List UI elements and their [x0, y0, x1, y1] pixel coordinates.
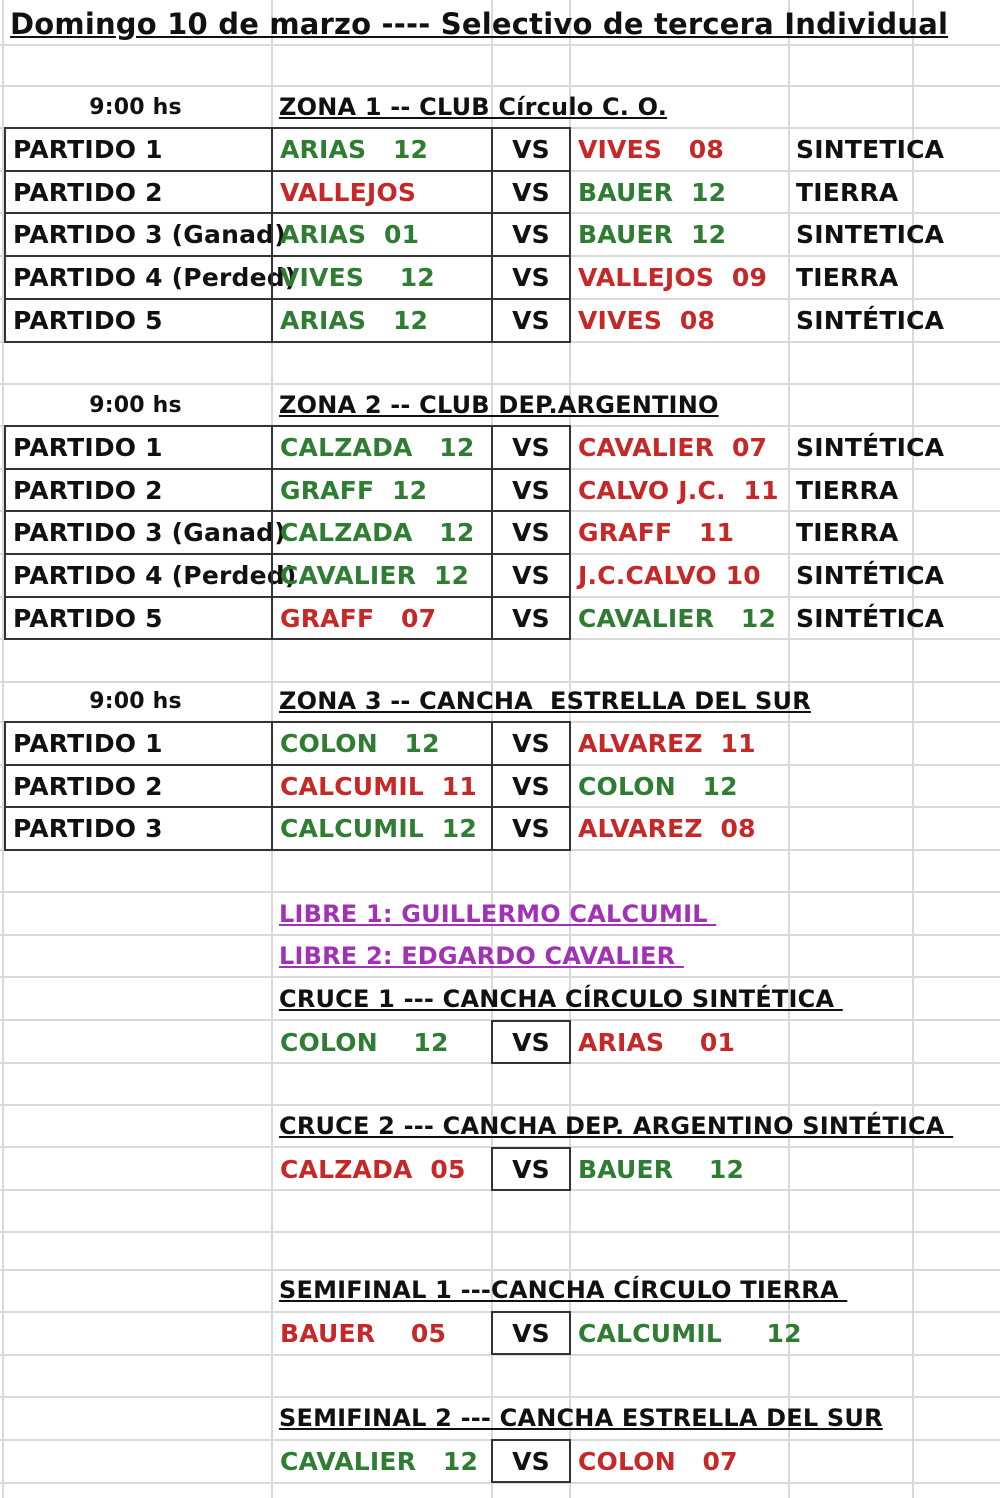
zone-2-match-4-label: PARTIDO 4 (Perded) [4, 553, 273, 598]
cruce-1-vs: VS [491, 1020, 571, 1064]
zone-2-match-3-label: PARTIDO 3 (Ganad) [4, 510, 273, 555]
libre-1: LIBRE 1: GUILLERMO CALCUMIL [279, 900, 717, 928]
semifinal-2-player-1: CAVALIER 12 [280, 1446, 479, 1476]
zone-3-header: ZONA 3 -- CANCHA ESTRELLA DEL SUR [279, 687, 811, 715]
zone-1-match-2-surface: TIERRA [796, 177, 899, 207]
zone-3-match-1-player-1: COLON 12 [271, 721, 493, 766]
cruce-1-header: CRUCE 1 --- CANCHA CÍRCULO SINTÉTICA [279, 985, 843, 1013]
zone-1-match-2-label: PARTIDO 2 [4, 170, 273, 214]
zone-1-match-3-player-2: BAUER 12 [578, 220, 727, 249]
zone-3-match-1-vs: VS [491, 721, 571, 766]
zone-2-match-2-surface: TIERRA [796, 475, 899, 505]
zone-1-match-2-player-2: BAUER 12 [578, 177, 727, 207]
cruce-2-player-2: BAUER 12 [578, 1154, 745, 1184]
zone-1-match-4-player-2: VALLEJOS 09 [578, 263, 768, 292]
grid-line [0, 44, 1000, 46]
zone-1-match-5-surface: SINTÉTICA [796, 306, 945, 335]
zone-1-match-4-vs: VS [491, 255, 571, 300]
zone-1-match-4-label: PARTIDO 4 (Perded) [4, 255, 273, 300]
zone-3-match-3-player-2: ALVAREZ 08 [578, 814, 756, 843]
zone-3-match-1-player-2: ALVAREZ 11 [578, 729, 756, 758]
zone-1-match-3-label: PARTIDO 3 (Ganad) [4, 212, 273, 257]
zone-2-match-2-label: PARTIDO 2 [4, 468, 273, 512]
zone-3-match-3-vs: VS [491, 806, 571, 851]
zone-2-match-5-player-1: GRAFF 07 [271, 596, 493, 640]
zone-2-match-4-player-2: J.C.CALVO 10 [578, 561, 761, 590]
zone-1-match-2-vs: VS [491, 170, 571, 214]
zone-3-match-2-label: PARTIDO 2 [4, 764, 273, 808]
semifinal-1-player-1: BAUER 05 [280, 1318, 447, 1348]
zone-3-match-3-player-1: CALCUMIL 12 [271, 806, 493, 851]
zone-2-match-3-vs: VS [491, 510, 571, 555]
zone-2-match-2-player-1: GRAFF 12 [271, 468, 493, 512]
zone-2-match-5-surface: SINTÉTICA [796, 603, 945, 633]
zone-3-match-1-label: PARTIDO 1 [4, 721, 273, 766]
zone-2-match-1-player-2: CAVALIER 07 [578, 433, 768, 462]
cruce-1-player-2: ARIAS 01 [578, 1027, 736, 1057]
zone-3-match-2-vs: VS [491, 764, 571, 808]
cruce-2-vs: VS [491, 1147, 571, 1191]
zone-2-match-5-label: PARTIDO 5 [4, 596, 273, 640]
libre-2: LIBRE 2: EDGARDO CAVALIER [279, 942, 684, 970]
zone-2-match-1-label: PARTIDO 1 [4, 425, 273, 470]
zone-3-match-2-player-2: COLON 12 [578, 771, 738, 801]
zone-2-header: ZONA 2 -- CLUB DEP.ARGENTINO [279, 391, 719, 419]
zone-3-time: 9:00 hs [89, 688, 182, 714]
zone-2-match-1-surface: SINTÉTICA [796, 433, 945, 462]
zone-2-match-4-vs: VS [491, 553, 571, 598]
grid-line [0, 1231, 1000, 1233]
zone-1-match-1-player-2: VIVES 08 [578, 135, 724, 164]
zone-1-match-1-label: PARTIDO 1 [4, 127, 273, 172]
zone-2-match-4-surface: SINTÉTICA [796, 561, 945, 590]
semifinal-2-vs: VS [491, 1439, 571, 1483]
zone-3-match-3-label: PARTIDO 3 [4, 806, 273, 851]
zone-3-match-2-player-1: CALCUMIL 11 [271, 764, 493, 808]
zone-1-match-1-player-1: ARIAS 12 [271, 127, 493, 172]
semifinal-1-player-2: CALCUMIL 12 [578, 1318, 802, 1348]
zone-1-match-3-vs: VS [491, 212, 571, 257]
zone-1-header: ZONA 1 -- CLUB Círculo C. O. [279, 93, 668, 121]
zone-2-match-1-vs: VS [491, 425, 571, 470]
cruce-1-player-1: COLON 12 [280, 1027, 449, 1057]
zone-1-match-4-surface: TIERRA [796, 263, 899, 292]
zone-2-match-1-player-1: CALZADA 12 [271, 425, 493, 470]
zone-2-match-5-player-2: CAVALIER 12 [578, 603, 777, 633]
zone-2-match-5-vs: VS [491, 596, 571, 640]
cruce-2-header: CRUCE 2 --- CANCHA DEP. ARGENTINO SINTÉTICA [279, 1112, 954, 1140]
semifinal-1-header: SEMIFINAL 1 ---CANCHA CÍRCULO TIERRA [279, 1276, 848, 1304]
zone-1-match-3-surface: SINTETICA [796, 220, 945, 249]
zone-1-match-5-player-1: ARIAS 12 [271, 298, 493, 343]
cruce-2-player-1: CALZADA 05 [280, 1154, 466, 1184]
zone-1-time: 9:00 hs [89, 94, 182, 120]
zone-1-match-3-player-1: ARIAS 01 [271, 212, 493, 257]
zone-1-match-2-player-1: VALLEJOS [271, 170, 493, 214]
zone-2-match-4-player-1: CAVALIER 12 [271, 553, 493, 598]
zone-2-match-2-player-2: CALVO J.C. 11 [578, 475, 779, 505]
zone-2-time: 9:00 hs [89, 392, 182, 418]
zone-2-match-3-surface: TIERRA [796, 518, 899, 547]
zone-2-match-3-player-1: CALZADA 12 [271, 510, 493, 555]
semifinal-2-player-2: COLON 07 [578, 1446, 738, 1476]
zone-2-match-2-vs: VS [491, 468, 571, 512]
zone-1-match-5-player-2: VIVES 08 [578, 306, 716, 335]
semifinal-2-header: SEMIFINAL 2 --- CANCHA ESTRELLA DEL SUR [279, 1404, 883, 1432]
page-title: Domingo 10 de marzo ---- Selectivo de tercera Individual [10, 7, 949, 41]
zone-2-match-3-player-2: GRAFF 11 [578, 518, 735, 547]
zone-1-match-1-surface: SINTETICA [796, 135, 945, 164]
semifinal-1-vs: VS [491, 1311, 571, 1355]
zone-1-match-4-player-1: VIVES 12 [271, 255, 493, 300]
zone-1-match-5-vs: VS [491, 298, 571, 343]
zone-1-match-1-vs: VS [491, 127, 571, 172]
zone-1-match-5-label: PARTIDO 5 [4, 298, 273, 343]
